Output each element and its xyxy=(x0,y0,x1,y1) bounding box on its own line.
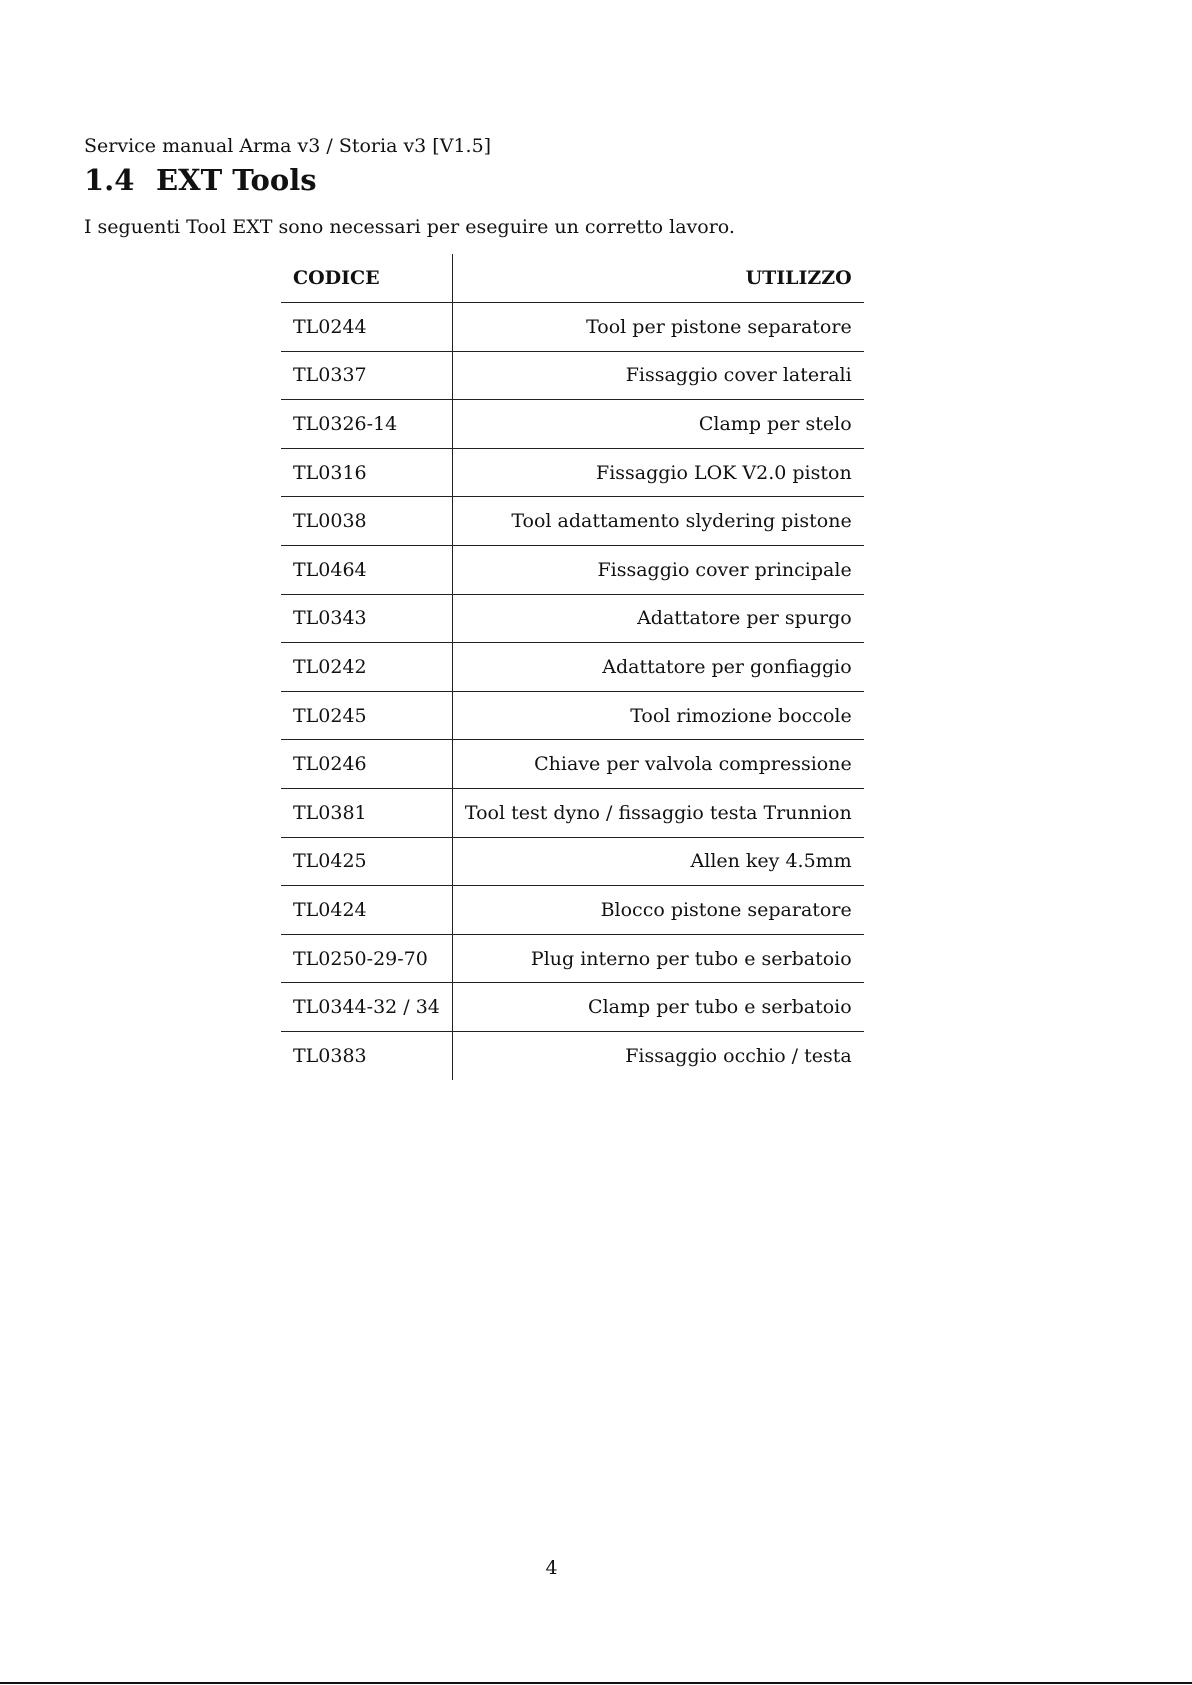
tool-code: TL0316 xyxy=(281,448,452,497)
table-row xyxy=(281,546,864,595)
table-row xyxy=(281,594,864,643)
tool-code: TL0424 xyxy=(281,886,452,935)
tool-code: TL0242 xyxy=(281,643,452,692)
table-row xyxy=(281,789,864,838)
table-row xyxy=(281,934,864,983)
tool-code: TL0038 xyxy=(281,497,452,546)
tool-use: Tool rimozione boccole xyxy=(452,691,863,740)
tool-use: Adattatore per spurgo xyxy=(452,594,863,643)
table-row xyxy=(281,691,864,740)
table-row xyxy=(281,983,864,1032)
tool-use: Tool adattamento slydering pistone xyxy=(452,497,863,546)
column-header-use: UTILIZZO xyxy=(745,267,852,290)
tool-code: TL0244 xyxy=(281,303,452,352)
tool-code: TL0343 xyxy=(281,594,452,643)
tool-use: Fissaggio cover principale xyxy=(452,546,863,595)
tool-code: TL0337 xyxy=(281,351,452,400)
table-row xyxy=(281,837,864,886)
table-row xyxy=(281,886,864,935)
tool-use: Fissaggio occhio / testa xyxy=(452,1032,863,1081)
tool-code: TL0464 xyxy=(281,546,452,595)
table-header-row xyxy=(281,254,864,303)
table-row xyxy=(281,643,864,692)
tool-use: Adattatore per gonfiaggio xyxy=(452,643,863,692)
page-bottom-rule xyxy=(0,1682,1192,1684)
tool-code: TL0344-32 / 34 xyxy=(281,983,452,1032)
tool-use: Clamp per tubo e serbatoio xyxy=(452,983,863,1032)
tool-use: Plug interno per tubo e serbatoio xyxy=(452,934,863,983)
tools-table xyxy=(281,254,864,1080)
section-intro: I seguenti Tool EXT sono necessari per eseguire un corretto lavoro. xyxy=(84,216,735,238)
page-number: 4 xyxy=(545,1557,558,1579)
table-row xyxy=(281,303,864,352)
table-row xyxy=(281,740,864,789)
tool-code: TL0246 xyxy=(281,740,452,789)
tool-code: TL0250-29-70 xyxy=(281,934,452,983)
tool-use: Fissaggio cover laterali xyxy=(452,351,863,400)
tool-code: TL0425 xyxy=(281,837,452,886)
tool-code: TL0245 xyxy=(281,691,452,740)
tool-use: Blocco pistone separatore xyxy=(452,886,863,935)
table-row xyxy=(281,351,864,400)
section-heading xyxy=(84,162,317,198)
column-header-code: CODICE xyxy=(281,254,452,303)
tool-use: Clamp per stelo xyxy=(452,400,863,449)
section-title: EXT Tools xyxy=(156,163,317,197)
tool-use: Tool test dyno / fissaggio testa Trunnion xyxy=(452,789,863,838)
table-row xyxy=(281,497,864,546)
table-row xyxy=(281,1032,864,1081)
tool-use: Chiave per valvola compressione xyxy=(452,740,863,789)
running-header: Service manual Arma v3 / Storia v3 [V1.5] xyxy=(84,135,492,157)
tool-code: TL0326-14 xyxy=(281,400,452,449)
tool-use: Fissaggio LOK V2.0 piston xyxy=(452,448,863,497)
table-row xyxy=(281,448,864,497)
tool-use: Tool per pistone separatore xyxy=(452,303,863,352)
tool-code: TL0383 xyxy=(281,1032,452,1081)
tool-code: TL0381 xyxy=(281,789,452,838)
tool-use: Allen key 4.5mm xyxy=(452,837,863,886)
table-row xyxy=(281,400,864,449)
section-number: 1.4 xyxy=(84,163,135,197)
